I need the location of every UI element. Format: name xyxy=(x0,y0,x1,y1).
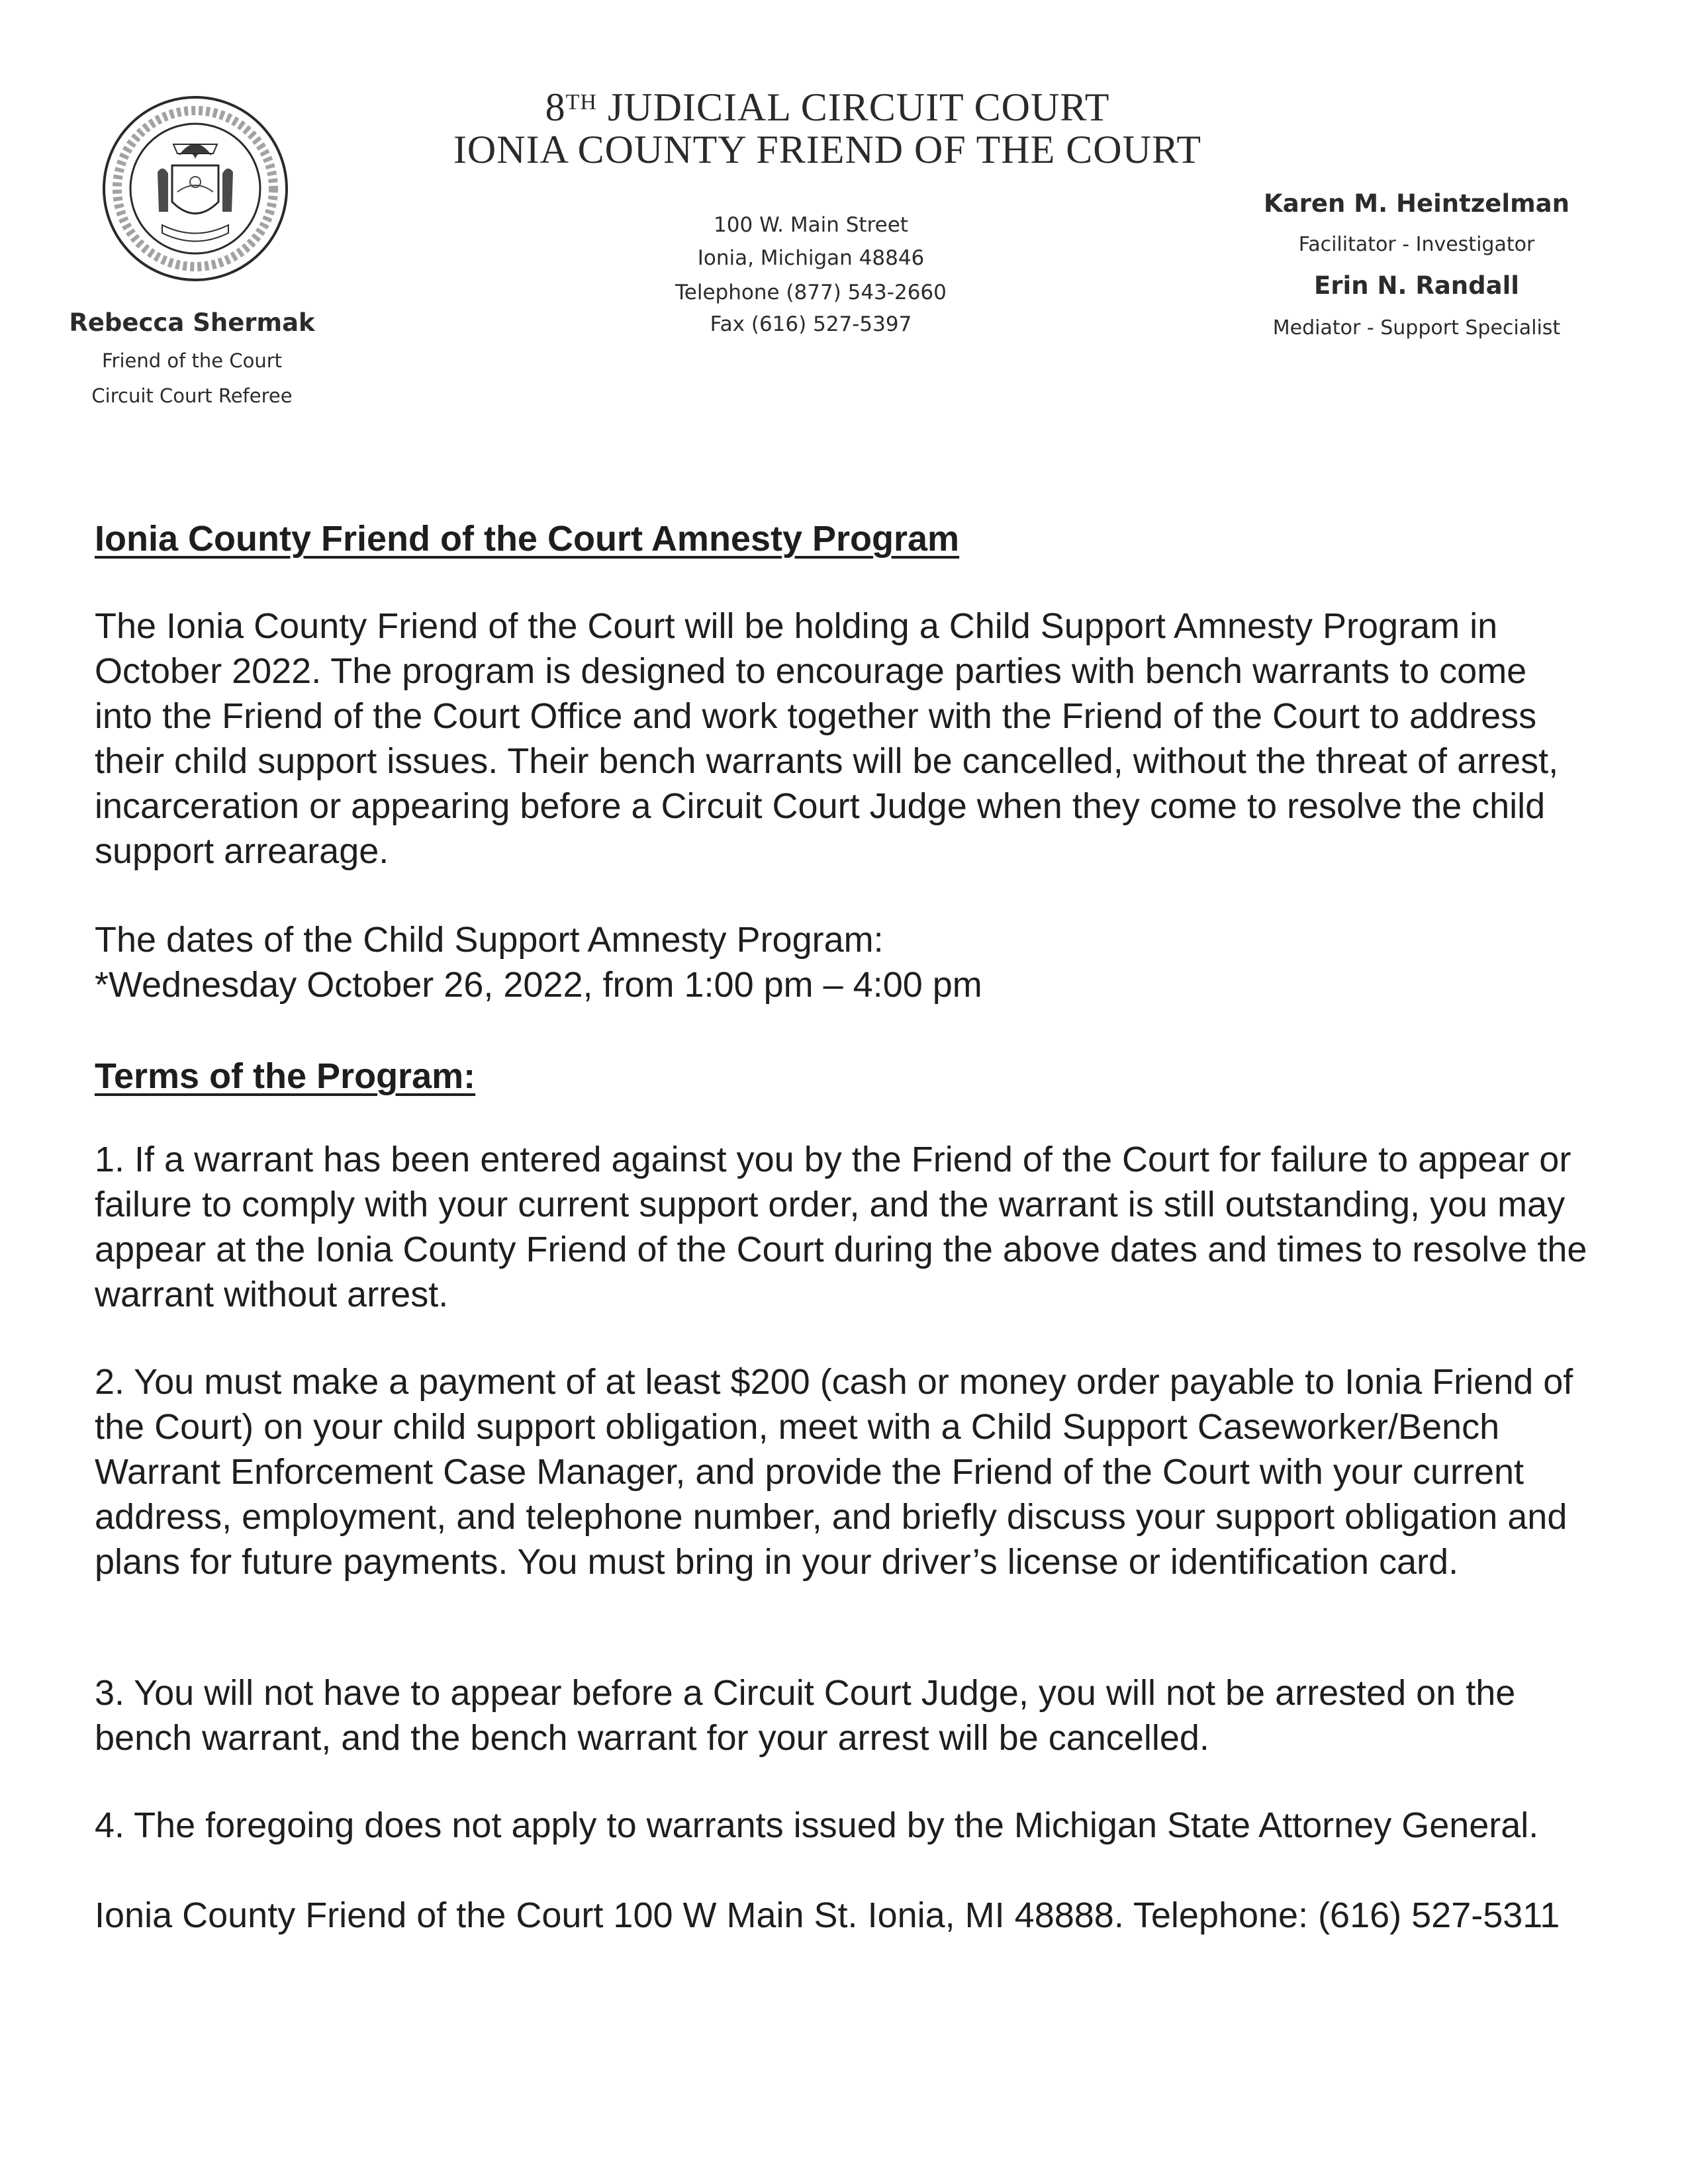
term-item: 4. The foregoing does not apply to warrants issued by the Michigan State Attorney General. xyxy=(95,1805,1539,1845)
great-seal-of-michigan-icon xyxy=(99,93,291,285)
program-date: *Wednesday October 26, 2022, from 1:00 pm – 4:00 pm xyxy=(95,965,982,1005)
intro-paragraph: The Ionia County Friend of the Court will be holding a Child Support Amnesty Program in October 2022. The program is designed to encourage parties with bench warrants to come into the Friend of the Court Office and work together with the Friend of the Court to address their child support issues. Their bench warrants will be cancelled, without the threat of arrest, incarceration or appearing before a Circuit Court Judge when they come to resolve the child support arrearage. xyxy=(95,606,1559,871)
address-street: 100 W. Main Street xyxy=(714,213,908,237)
address-city: Ionia, Michigan 48846 xyxy=(697,246,925,270)
staff-name-mediator: Erin N. Randall xyxy=(1314,271,1519,300)
staff-name-facilitator: Karen M. Heintzelman xyxy=(1264,189,1570,218)
address-telephone: Telephone (877) 543-2660 xyxy=(675,281,947,304)
staff-title: Mediator - Support Specialist xyxy=(1272,316,1561,340)
staff-name-friend-of-court: Rebecca Shermak xyxy=(69,308,315,337)
staff-title: Facilitator - Investigator xyxy=(1298,233,1535,256)
office-name: IONIA COUNTY FRIEND OF THE COURT xyxy=(453,128,1202,171)
term-item: 3. You will not have to appear before a Circuit Court Judge, you will not be arrested on the bench warrant, and the bench warrant for your arrest will be cancelled. xyxy=(95,1673,1516,1758)
court-name: 8TH JUDICIAL CIRCUIT COURT xyxy=(545,85,1110,129)
term-item: 2. You must make a payment of at least $200 (cash or money order payable to Ionia Friend of the Court) on your child support obligation, meet with a Child Support Caseworker/Bench Warrant Enforcement Case Manager, and provide the Friend of the Court with your current address, employment, and telephone number, and briefly discuss your support obligation and plans for future payments. You must bring in your driver’s license or identification card. xyxy=(95,1362,1573,1582)
staff-title: Friend of the Court xyxy=(101,349,283,372)
term-item: 1. If a warrant has been entered against you by the Friend of the Court for failure to appear or failure to comply with your current support order, and the warrant is still outstanding, you may appear at the Ionia County Friend of the Court during the above dates and times to resolve the warrant without arrest. xyxy=(95,1140,1587,1314)
dates-label: The dates of the Child Support Amnesty Program: xyxy=(95,920,884,960)
address-fax: Fax (616) 527-5397 xyxy=(710,312,912,336)
document-heading: Ionia County Friend of the Court Amnesty Program xyxy=(95,519,960,559)
contact-info: Ionia County Friend of the Court 100 W Main St. Ionia, MI 48888. Telephone: (616) 527-5311 xyxy=(95,1895,1560,1935)
terms-heading: Terms of the Program: xyxy=(95,1056,476,1096)
staff-title: Circuit Court Referee xyxy=(91,385,293,407)
